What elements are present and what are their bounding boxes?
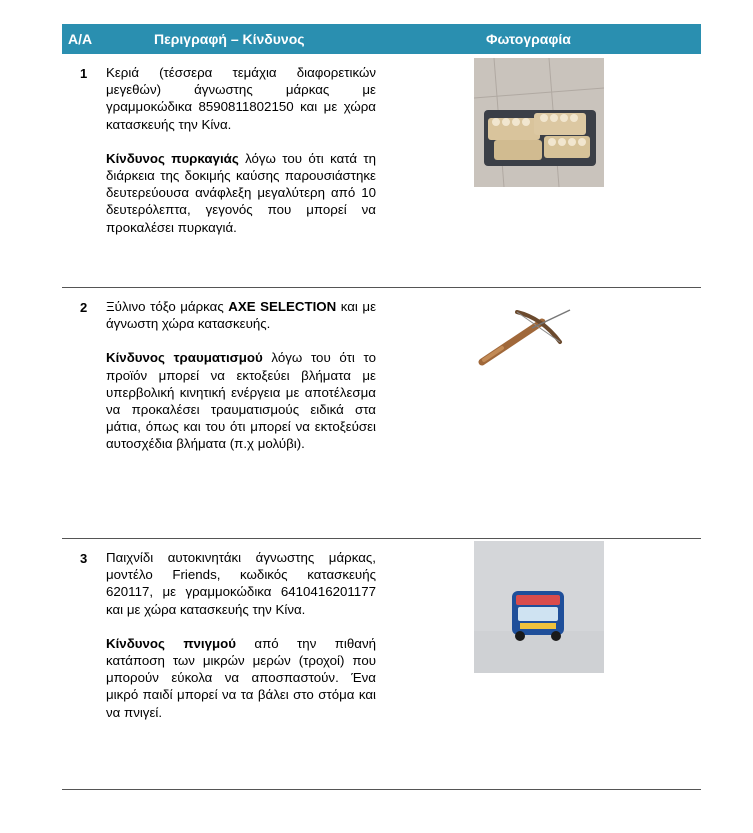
risk-paragraph xyxy=(106,635,376,721)
table-row xyxy=(62,54,701,288)
table-header xyxy=(62,24,701,54)
header-description: Περιγραφή – Κίνδυνος xyxy=(154,31,305,47)
risk-paragraph xyxy=(106,150,376,236)
product-description: Παιχνίδι αυτοκινητάκι άγνωστης μάρκας, μοντέλο Friends, κωδικός κατασκευής 620117, με γραμμοκώδικα 6410416201177 και με χώρα κατασκευής την Κίνα. xyxy=(106,550,376,617)
toy-bus-photo xyxy=(474,541,604,673)
row-number: 2 xyxy=(80,300,88,315)
risk-text: λόγω του ότι κατά τη διάρκεια της δοκιμής καύσης παρουσιάστηκε δευτερεύουσα ανάφλεξη μεγαλύτερη από 10 δευτερόλεπτα, γεγονός που μπορεί να προκαλέσει πυρκαγιά. xyxy=(106,150,376,235)
risk-paragraph xyxy=(106,349,376,452)
row-description xyxy=(106,549,376,738)
header-number: Α/Α xyxy=(68,31,93,47)
risk-title: Κίνδυνος τραυματισμού xyxy=(106,350,263,366)
row-number: 3 xyxy=(80,551,88,566)
crossbow-photo xyxy=(472,300,582,370)
risk-text: από την πιθανή κατάποση των μικρών μερών (τροχοί) που μπορούν εύκολα να αποσπαστούν. Ένα μικρό παιδί μπορεί να τα βάλει στο στόμα και να πνιγεί. xyxy=(106,635,376,720)
candles-photo xyxy=(474,58,604,187)
row-description xyxy=(106,64,376,253)
risk-title: Κίνδυνος πνιγμού xyxy=(106,635,236,651)
description-suffix: και με άγνωστη χώρα κατασκευής. xyxy=(106,299,376,332)
risk-title: Κίνδυνος πυρκαγιάς xyxy=(106,150,239,166)
row-number: 1 xyxy=(80,66,88,81)
product-description xyxy=(106,298,376,332)
recall-table xyxy=(62,24,701,790)
risk-text: λόγω του ότι το προϊόν μπορεί να εκτοξεύει βλήματα με υπερβολική κινητική ενέργεια με αποτέλεσμα να προκαλέσει τραυματισμούς ειδικά στα μάτια, όπως και του ότι μπορεί να εκτοξεύσει αυτοσχέδια βλήματα (π.χ μολύβι). xyxy=(106,350,376,452)
header-photo: Φωτογραφία xyxy=(486,31,571,47)
description-prefix: Ξύλινο τόξο μάρκας xyxy=(106,299,229,314)
brand-name: AXE SELECTION xyxy=(228,299,337,314)
table-row xyxy=(62,288,701,539)
table-row xyxy=(62,539,701,790)
row-description xyxy=(106,298,376,470)
product-description: Κεριά (τέσσερα τεμάχια διαφορετικών μεγεθών) άγνωστης μάρκας με γραμμοκώδικα 8590811802150 και με χώρα κατασκευής την Κίνα. xyxy=(106,65,376,132)
